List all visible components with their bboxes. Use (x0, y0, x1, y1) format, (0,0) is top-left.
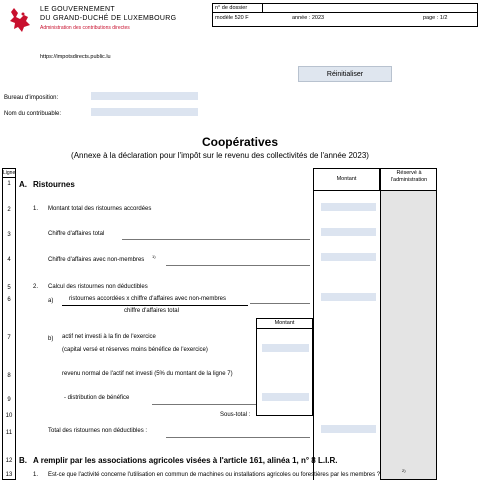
montant-header: Montant (336, 176, 357, 182)
formula-denominator: chiffre d'affaires total (124, 308, 179, 314)
line-4-input[interactable] (321, 253, 376, 261)
line-number: 6 (7, 297, 11, 303)
line-number: 8 (7, 373, 11, 379)
footnote-2: 2) (402, 468, 406, 473)
bureau-input[interactable] (91, 92, 198, 100)
footnote-1: 1) (152, 254, 156, 259)
gov-line-1: LE GOUVERNEMENT (40, 6, 115, 13)
bureau-label: Bureau d'imposition: (4, 95, 59, 101)
line-number: 4 (7, 257, 11, 263)
page-label: page : 1/2 (423, 15, 448, 21)
line-number: 3 (7, 232, 11, 238)
line-3-input[interactable] (321, 228, 376, 236)
line-7-label-2: (capital versé et réserves moins bénéfice de l'exercice) (62, 347, 208, 353)
government-logo (6, 5, 36, 35)
line-number: 12 (5, 458, 13, 464)
section-a-title: Ristournes (33, 180, 75, 189)
nom-input[interactable] (91, 108, 198, 116)
line-5-label: Calcul des ristournes non déductibles (48, 284, 148, 290)
gov-line-3: Administration des contributions directes (40, 25, 130, 31)
line-7-label: actif net investi à la fin de l'exercice (62, 334, 156, 340)
line-number: 11 (5, 430, 13, 436)
ligne-header: Ligne (3, 170, 16, 176)
line-2-input[interactable] (321, 203, 376, 211)
num-1: 1. (33, 206, 39, 212)
website-url[interactable]: https://impotsdirects.public.lu (40, 54, 111, 60)
page-title: Coopératives (201, 135, 279, 149)
line-7-input[interactable] (262, 344, 309, 352)
formula-numerator: ristournes accordées x chiffre d'affaires avec non-membres (69, 296, 226, 302)
sub-montant-box (256, 318, 313, 416)
nom-label: Nom du contribuable: (4, 111, 62, 117)
line-8-label: revenu normal de l'actif net investi (5% du montant de la ligne 7) (62, 371, 233, 377)
line-4-label: Chiffre d'affaires avec non-membres (48, 257, 145, 263)
line-number: 1 (7, 181, 11, 187)
modele-label: modèle 520 F (215, 15, 249, 21)
line-9-input[interactable] (262, 393, 309, 401)
lion-crest-icon (6, 5, 36, 35)
reset-button[interactable]: Réinitialiser (298, 66, 392, 82)
line-number: 2 (7, 207, 11, 213)
gov-line-2: DU GRAND-DUCHÉ DE LUXEMBOURG (40, 15, 177, 22)
page-subtitle: (Annexe à la déclaration pour l'impôt sur le revenu des collectivités de l'année 2023) (71, 151, 369, 160)
line-13-label: Est-ce que l'activité concerne l'utilisation en commun de machines ou installations agricoles ou forestières par les membres ? (48, 472, 381, 478)
sub-a: a) (48, 298, 54, 304)
annee-label: année : 2023 (292, 15, 325, 21)
sub-b: b) (48, 336, 54, 342)
num-b1: 1. (33, 472, 39, 478)
section-a-letter: A. (19, 180, 27, 189)
line-11-input[interactable] (321, 425, 376, 433)
line-10-label: Sous-total : (220, 412, 251, 418)
line-number: 7 (7, 335, 11, 341)
num-2: 2. (33, 284, 39, 290)
line-3-label: Chiffre d'affaires total (48, 231, 105, 237)
reserve-header: Réservé à l'administration (390, 170, 428, 183)
reserve-column (380, 168, 437, 480)
sub-montant-header: Montant (274, 320, 295, 326)
line-number: 13 (5, 472, 13, 478)
line-11-label: Total des ristournes non déductibles : (48, 428, 148, 434)
section-b-title: A remplir par les associations agricoles visées à l'article 161, alinéa 1, n° 8 L.I.R. (33, 456, 338, 465)
line-number: 9 (7, 397, 11, 403)
line-2-label: Montant total des ristournes accordées (48, 206, 152, 212)
line-number: 10 (5, 413, 13, 419)
line-9-label: - distribution de bénéfice (64, 395, 130, 401)
section-b-letter: B. (19, 456, 27, 465)
line-6-input[interactable] (321, 293, 376, 301)
line-number: 5 (7, 285, 11, 291)
dossier-label: n° de dossier (215, 5, 248, 11)
